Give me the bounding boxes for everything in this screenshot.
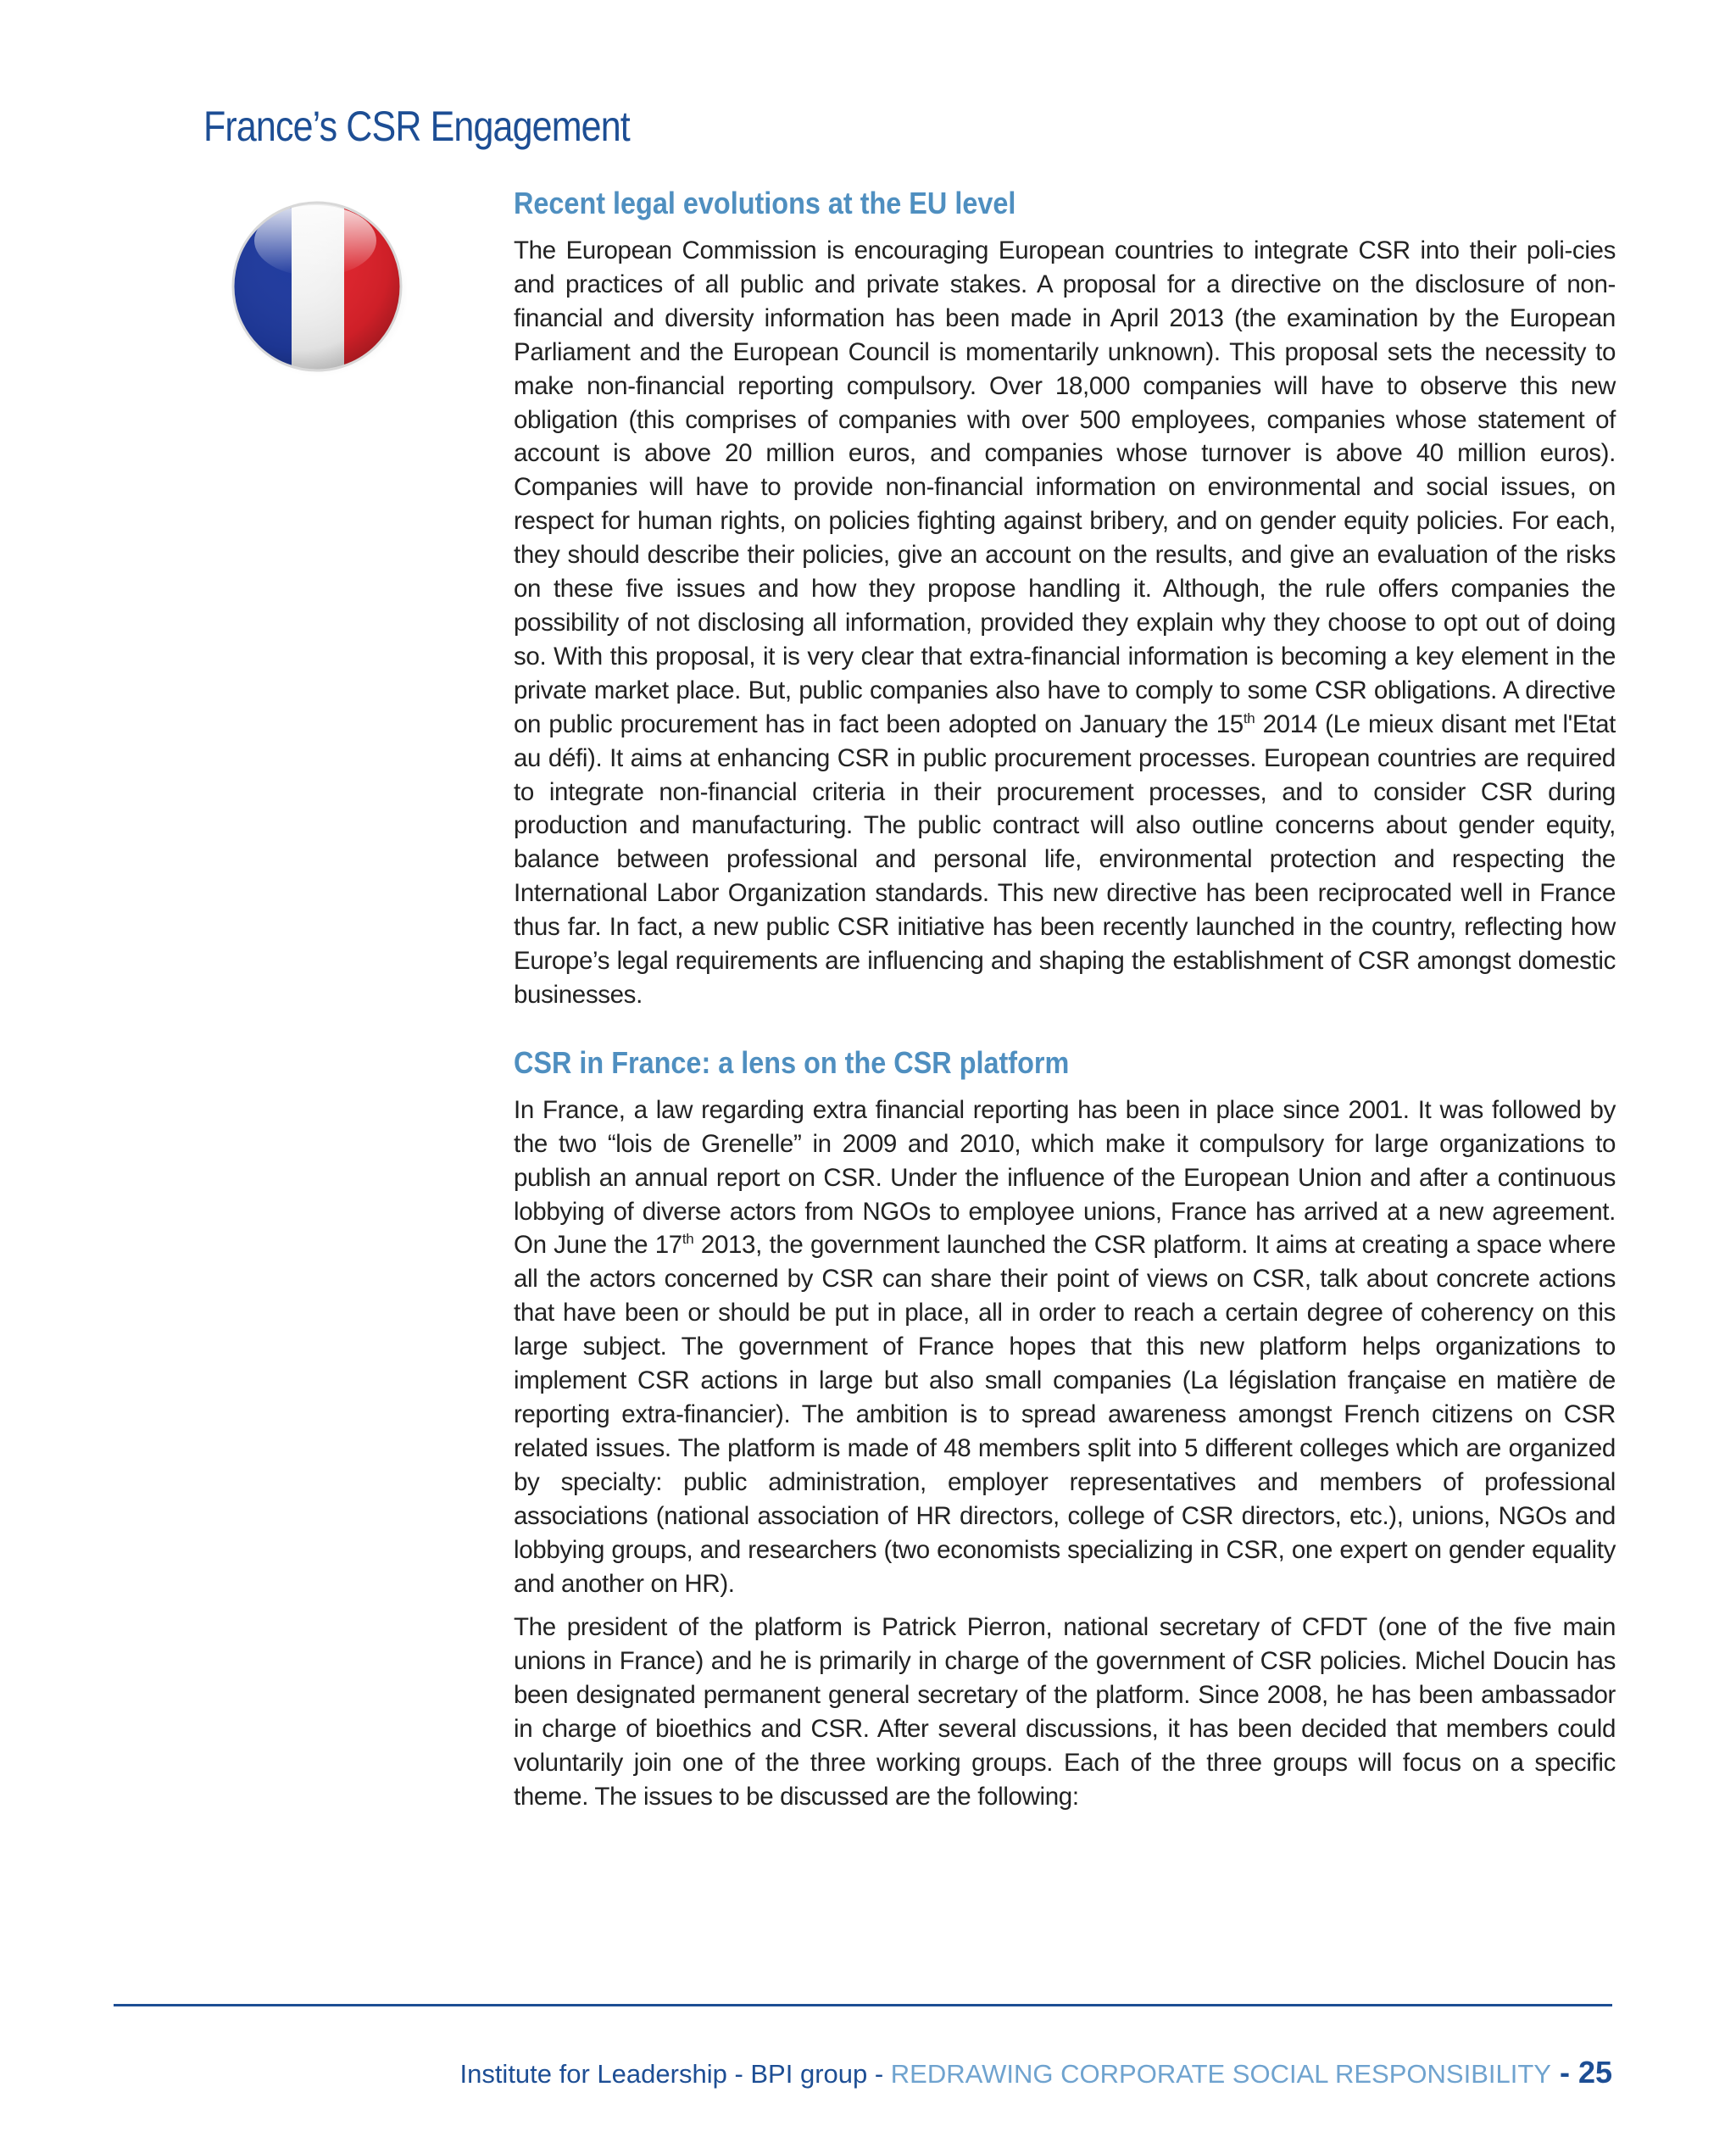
paragraph-eu-legal	[514, 234, 1616, 1012]
paragraph-text: In France, a law regarding extra financial reporting has been in place since 2001. It was followed by the two “lois de Grenelle” in 2009 and 2010, which make it compulsory for large organizations to publish an annual report on CSR. Under the influence of the European Union and after a continuous lobbying of diverse actors from NGOs to employee unions, France has arrived at a new agreement. On June the 17	[514, 1095, 1616, 1260]
footer-org: Institute for Leadership - BPI group -	[459, 2059, 891, 2089]
paragraph-csr-law	[514, 1094, 1616, 1601]
footer-publication-title: REDRAWING CORPORATE SOCIAL RESPONSIBILITY	[890, 2059, 1551, 2089]
paragraph-text: 2014 (Le mieux disant met l'Etat au défi). It aims at enhancing CSR in public procurement processes. European countries are required to integrate non-financial criteria in their procurement processes, and to consider CSR during production and manufacturing. The public contract will also outline concerns about gender equity, balance between professional and personal life, environmental protection and respecting the International Labor Organization standards. This new directive has been reciprocated well in France thus far. In fact, a new public CSR initiative has been recently launched in the country, reflecting how Europe’s legal requirements are influencing and shaping the establishment of CSR amongst domestic businesses.	[514, 710, 1616, 1009]
page-footer	[459, 2055, 1612, 2090]
footer-divider	[114, 2004, 1612, 2006]
section-heading-eu: Recent legal evolutions at the EU level	[514, 186, 1016, 220]
section-heading-csr-platform: CSR in France: a lens on the CSR platform	[514, 1044, 1070, 1080]
superscript-ordinal: th	[682, 1231, 694, 1248]
paragraph-text: The European Commission is encouraging European countries to integrate CSR into their poli-cies and practices of all public and private stakes. A proposal for a directive on the disclosure of non-financial and diversity information has been made in April 2013 (the examination by the European Parliament and the European Council is momentarily unknown). This proposal sets the necessity to make non-financial reporting compulsory. Over 18,000 companies will have to observe this new obligation (this comprises of companies with over 500 employees, companies whose statement of account is above 20 million euros, and companies whose turnover is above 40 million euros). Companies will have to provide non-financial information on environmental and social issues, on respect for human rights, on policies fighting against bribery, and on gender equity policies. For each, they should describe their policies, give an account on the results, and give an evaluation of the risks on these five issues and how they propose handling it. Although, the rule offers companies the possibility of not disclosing all information, provided they explain why they choose to opt out of doing so. With this proposal, it is very clear that extra-financial information is becoming a key element in the private market place. But, public companies also have to comply to some CSR obligations. A directive on public procurement has in fact been adopted on January the 15	[514, 237, 1616, 738]
superscript-ordinal: th	[1243, 710, 1255, 726]
french-flag-icon	[227, 197, 407, 376]
page-number: 25	[1577, 2055, 1612, 2090]
page-title: France’s CSR Engagement	[203, 103, 630, 150]
footer-separator: -	[1550, 2055, 1578, 2090]
main-content	[514, 185, 1616, 1814]
paragraph-platform-president: The president of the platform is Patrick Pierron, national secretary of CFDT (one of the five main unions in France) and he is primarily in charge of the government of CSR policies. Michel Doucin has been designated permanent general secretary of the platform. Since 2008, he has been ambassador in charge of bioethics and CSR. After several discussions, it has been decided that members could voluntarily join one of the three working groups. Each of the three groups will focus on a specific theme. The issues to be discussed are the following:	[514, 1613, 1616, 1811]
paragraph-text: 2013, the government launched the CSR platform. It aims at creating a space where all the actors concerned by CSR can share their point of views on CSR, talk about concrete actions that have been or should be put in place, all in order to reach a certain degree of coherency on this large subject. The government of France hopes that this new platform helps organizations to implement CSR actions in large but also small companies (La législation française en matière de reporting extra-financier). The ambition is to spread awareness amongst French citizens on CSR related issues. The platform is made of 48 members split into 5 different colleges which are organized by specialty: public administration, employer representatives and members of professional associations (national association of HR directors, college of CSR directors, etc.), unions, NGOs and lobbying groups, and researchers (two economists specializing in CSR, one expert on gender equality and another on HR).	[514, 1231, 1616, 1598]
